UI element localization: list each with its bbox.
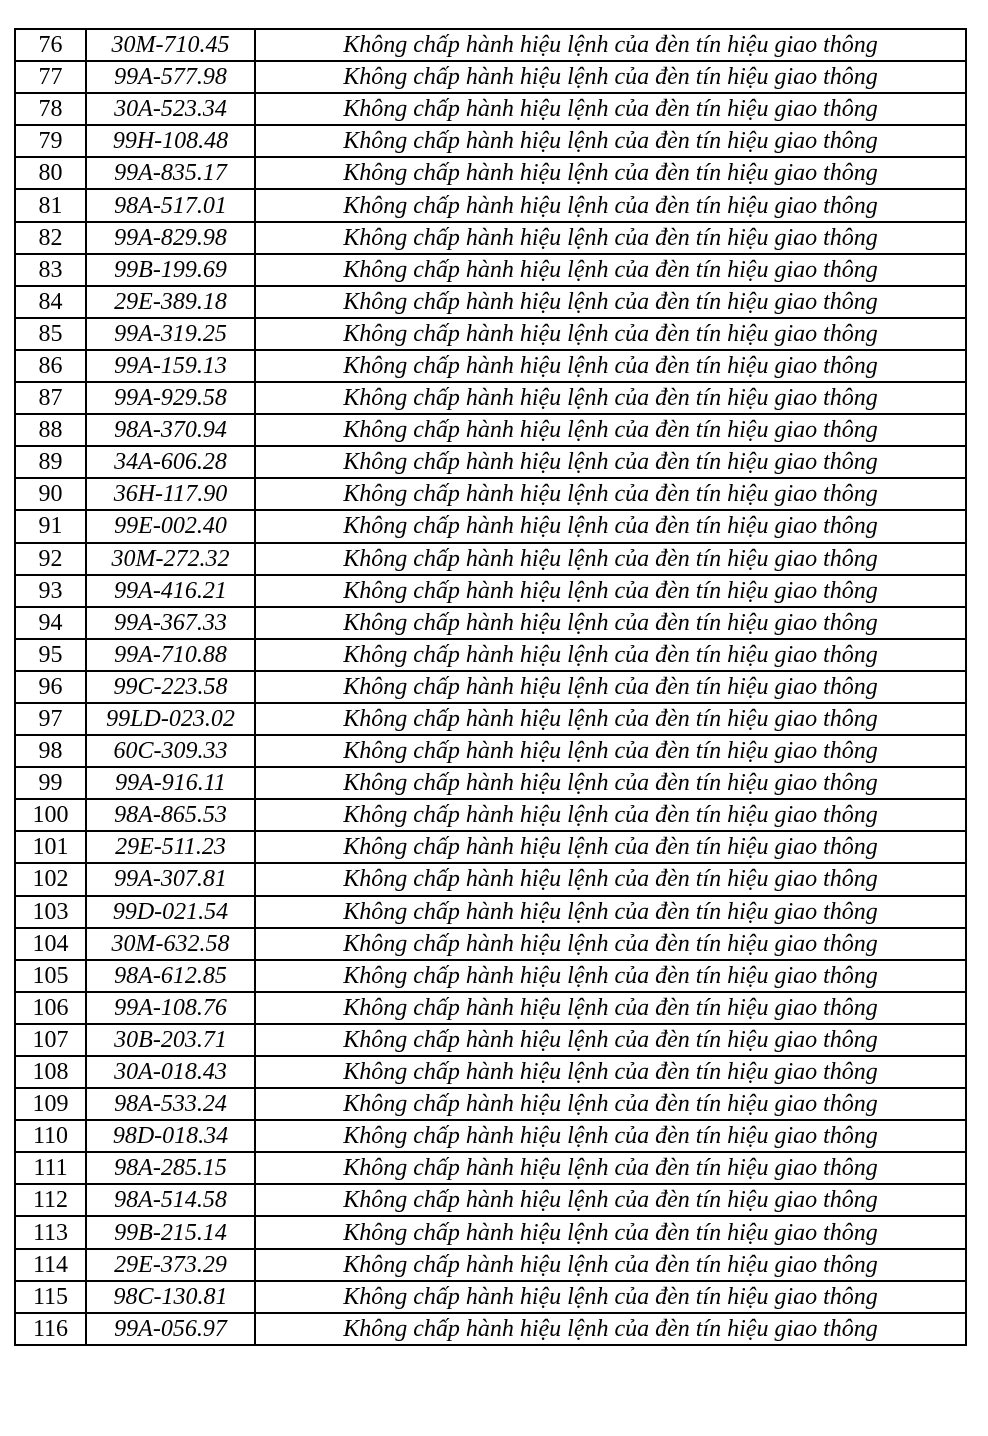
license-plate-cell: 99A-929.58 [86,382,255,414]
row-number-cell: 105 [15,960,86,992]
row-number-cell: 83 [15,254,86,286]
violation-description-cell: Không chấp hành hiệu lệnh của đèn tín hiệu giao thông [255,1056,966,1088]
violation-description-cell: Không chấp hành hiệu lệnh của đèn tín hiệu giao thông [255,61,966,93]
row-number-cell: 88 [15,414,86,446]
table-row [15,735,966,767]
license-plate-cell: 98A-517.01 [86,189,255,221]
violation-description-cell: Không chấp hành hiệu lệnh của đèn tín hiệu giao thông [255,799,966,831]
table-row [15,1281,966,1313]
row-number-cell: 110 [15,1120,86,1152]
row-number-cell: 89 [15,446,86,478]
license-plate-cell: 99A-367.33 [86,607,255,639]
table-row [15,29,966,61]
table-row [15,61,966,93]
license-plate-cell: 99A-108.76 [86,992,255,1024]
license-plate-cell: 60C-309.33 [86,735,255,767]
violation-description-cell: Không chấp hành hiệu lệnh của đèn tín hiệu giao thông [255,1281,966,1313]
table-row [15,93,966,125]
table-row [15,1184,966,1216]
violations-table [14,28,967,1346]
license-plate-cell: 99A-916.11 [86,767,255,799]
violation-description-cell: Không chấp hành hiệu lệnh của đèn tín hiệu giao thông [255,1152,966,1184]
violations-table-container [14,28,965,1346]
row-number-cell: 86 [15,350,86,382]
violation-description-cell: Không chấp hành hiệu lệnh của đèn tín hiệu giao thông [255,510,966,542]
license-plate-cell: 30M-272.32 [86,543,255,575]
violation-description-cell: Không chấp hành hiệu lệnh của đèn tín hiệu giao thông [255,767,966,799]
row-number-cell: 104 [15,928,86,960]
row-number-cell: 78 [15,93,86,125]
violation-description-cell: Không chấp hành hiệu lệnh của đèn tín hiệu giao thông [255,671,966,703]
violation-description-cell: Không chấp hành hiệu lệnh của đèn tín hiệu giao thông [255,157,966,189]
violation-description-cell: Không chấp hành hiệu lệnh của đèn tín hiệu giao thông [255,928,966,960]
violation-description-cell: Không chấp hành hiệu lệnh của đèn tín hiệu giao thông [255,254,966,286]
violation-description-cell: Không chấp hành hiệu lệnh của đèn tín hiệu giao thông [255,1249,966,1281]
row-number-cell: 81 [15,189,86,221]
license-plate-cell: 29E-511.23 [86,831,255,863]
violation-description-cell: Không chấp hành hiệu lệnh của đèn tín hiệu giao thông [255,1088,966,1120]
table-row [15,1152,966,1184]
license-plate-cell: 98A-285.15 [86,1152,255,1184]
table-row [15,414,966,446]
row-number-cell: 95 [15,639,86,671]
table-row [15,575,966,607]
violation-description-cell: Không chấp hành hiệu lệnh của đèn tín hiệu giao thông [255,222,966,254]
license-plate-cell: 98C-130.81 [86,1281,255,1313]
license-plate-cell: 99A-159.13 [86,350,255,382]
violation-description-cell: Không chấp hành hiệu lệnh của đèn tín hiệu giao thông [255,703,966,735]
table-row [15,928,966,960]
row-number-cell: 107 [15,1024,86,1056]
table-row [15,382,966,414]
table-row [15,318,966,350]
row-number-cell: 84 [15,286,86,318]
row-number-cell: 106 [15,992,86,1024]
license-plate-cell: 99A-835.17 [86,157,255,189]
license-plate-cell: 99D-021.54 [86,896,255,928]
row-number-cell: 87 [15,382,86,414]
violation-description-cell: Không chấp hành hiệu lệnh của đèn tín hiệu giao thông [255,318,966,350]
row-number-cell: 93 [15,575,86,607]
row-number-cell: 102 [15,863,86,895]
table-row [15,799,966,831]
license-plate-cell: 98A-533.24 [86,1088,255,1120]
violation-description-cell: Không chấp hành hiệu lệnh của đèn tín hiệu giao thông [255,382,966,414]
license-plate-cell: 98A-612.85 [86,960,255,992]
row-number-cell: 112 [15,1184,86,1216]
row-number-cell: 92 [15,543,86,575]
violation-description-cell: Không chấp hành hiệu lệnh của đèn tín hiệu giao thông [255,543,966,575]
violation-description-cell: Không chấp hành hiệu lệnh của đèn tín hiệu giao thông [255,992,966,1024]
row-number-cell: 85 [15,318,86,350]
row-number-cell: 108 [15,1056,86,1088]
violation-description-cell: Không chấp hành hiệu lệnh của đèn tín hiệu giao thông [255,29,966,61]
table-row [15,896,966,928]
violation-description-cell: Không chấp hành hiệu lệnh của đèn tín hiệu giao thông [255,863,966,895]
license-plate-cell: 99B-199.69 [86,254,255,286]
license-plate-cell: 30A-523.34 [86,93,255,125]
row-number-cell: 100 [15,799,86,831]
row-number-cell: 113 [15,1216,86,1248]
license-plate-cell: 99A-710.88 [86,639,255,671]
violation-description-cell: Không chấp hành hiệu lệnh của đèn tín hiệu giao thông [255,831,966,863]
violation-description-cell: Không chấp hành hiệu lệnh của đèn tín hiệu giao thông [255,1120,966,1152]
row-number-cell: 91 [15,510,86,542]
license-plate-cell: 29E-389.18 [86,286,255,318]
table-row [15,992,966,1024]
table-row [15,543,966,575]
violation-description-cell: Không chấp hành hiệu lệnh của đèn tín hiệu giao thông [255,286,966,318]
violation-description-cell: Không chấp hành hiệu lệnh của đèn tín hiệu giao thông [255,478,966,510]
table-row [15,831,966,863]
violation-description-cell: Không chấp hành hiệu lệnh của đèn tín hiệu giao thông [255,350,966,382]
row-number-cell: 77 [15,61,86,93]
violation-description-cell: Không chấp hành hiệu lệnh của đèn tín hiệu giao thông [255,93,966,125]
row-number-cell: 79 [15,125,86,157]
table-row [15,446,966,478]
table-row [15,1249,966,1281]
license-plate-cell: 99A-416.21 [86,575,255,607]
license-plate-cell: 30A-018.43 [86,1056,255,1088]
violation-description-cell: Không chấp hành hiệu lệnh của đèn tín hiệu giao thông [255,735,966,767]
violation-description-cell: Không chấp hành hiệu lệnh của đèn tín hiệu giao thông [255,1216,966,1248]
table-row [15,671,966,703]
table-row [15,767,966,799]
table-row [15,639,966,671]
license-plate-cell: 99B-215.14 [86,1216,255,1248]
table-row [15,157,966,189]
license-plate-cell: 99H-108.48 [86,125,255,157]
license-plate-cell: 99E-002.40 [86,510,255,542]
table-row [15,1056,966,1088]
row-number-cell: 76 [15,29,86,61]
table-row [15,125,966,157]
row-number-cell: 97 [15,703,86,735]
row-number-cell: 99 [15,767,86,799]
table-row [15,863,966,895]
row-number-cell: 80 [15,157,86,189]
table-row [15,1313,966,1345]
violation-description-cell: Không chấp hành hiệu lệnh của đèn tín hiệu giao thông [255,189,966,221]
row-number-cell: 101 [15,831,86,863]
row-number-cell: 94 [15,607,86,639]
violation-description-cell: Không chấp hành hiệu lệnh của đèn tín hiệu giao thông [255,414,966,446]
violation-description-cell: Không chấp hành hiệu lệnh của đèn tín hiệu giao thông [255,1184,966,1216]
table-row [15,1088,966,1120]
license-plate-cell: 98A-370.94 [86,414,255,446]
table-row [15,1120,966,1152]
license-plate-cell: 36H-117.90 [86,478,255,510]
row-number-cell: 98 [15,735,86,767]
row-number-cell: 116 [15,1313,86,1345]
violation-description-cell: Không chấp hành hiệu lệnh của đèn tín hiệu giao thông [255,960,966,992]
license-plate-cell: 99A-056.97 [86,1313,255,1345]
violation-description-cell: Không chấp hành hiệu lệnh của đèn tín hiệu giao thông [255,896,966,928]
license-plate-cell: 98A-514.58 [86,1184,255,1216]
table-row [15,222,966,254]
violation-description-cell: Không chấp hành hiệu lệnh của đèn tín hiệu giao thông [255,1024,966,1056]
table-row [15,607,966,639]
license-plate-cell: 99A-307.81 [86,863,255,895]
license-plate-cell: 99A-319.25 [86,318,255,350]
license-plate-cell: 29E-373.29 [86,1249,255,1281]
violation-description-cell: Không chấp hành hiệu lệnh của đèn tín hiệu giao thông [255,1313,966,1345]
violation-description-cell: Không chấp hành hiệu lệnh của đèn tín hiệu giao thông [255,125,966,157]
row-number-cell: 96 [15,671,86,703]
license-plate-cell: 30M-632.58 [86,928,255,960]
row-number-cell: 109 [15,1088,86,1120]
license-plate-cell: 99LD-023.02 [86,703,255,735]
table-row [15,254,966,286]
table-row [15,703,966,735]
violation-description-cell: Không chấp hành hiệu lệnh của đèn tín hiệu giao thông [255,575,966,607]
license-plate-cell: 98A-865.53 [86,799,255,831]
row-number-cell: 90 [15,478,86,510]
row-number-cell: 82 [15,222,86,254]
violation-description-cell: Không chấp hành hiệu lệnh của đèn tín hiệu giao thông [255,446,966,478]
row-number-cell: 115 [15,1281,86,1313]
table-row [15,1024,966,1056]
violation-description-cell: Không chấp hành hiệu lệnh của đèn tín hiệu giao thông [255,607,966,639]
license-plate-cell: 30B-203.71 [86,1024,255,1056]
license-plate-cell: 34A-606.28 [86,446,255,478]
row-number-cell: 114 [15,1249,86,1281]
table-row [15,350,966,382]
table-row [15,510,966,542]
license-plate-cell: 98D-018.34 [86,1120,255,1152]
license-plate-cell: 99C-223.58 [86,671,255,703]
table-row [15,478,966,510]
violations-table-body [15,29,966,1345]
table-row [15,960,966,992]
violation-description-cell: Không chấp hành hiệu lệnh của đèn tín hiệu giao thông [255,639,966,671]
table-row [15,189,966,221]
table-row [15,286,966,318]
license-plate-cell: 30M-710.45 [86,29,255,61]
table-row [15,1216,966,1248]
license-plate-cell: 99A-829.98 [86,222,255,254]
row-number-cell: 103 [15,896,86,928]
row-number-cell: 111 [15,1152,86,1184]
license-plate-cell: 99A-577.98 [86,61,255,93]
